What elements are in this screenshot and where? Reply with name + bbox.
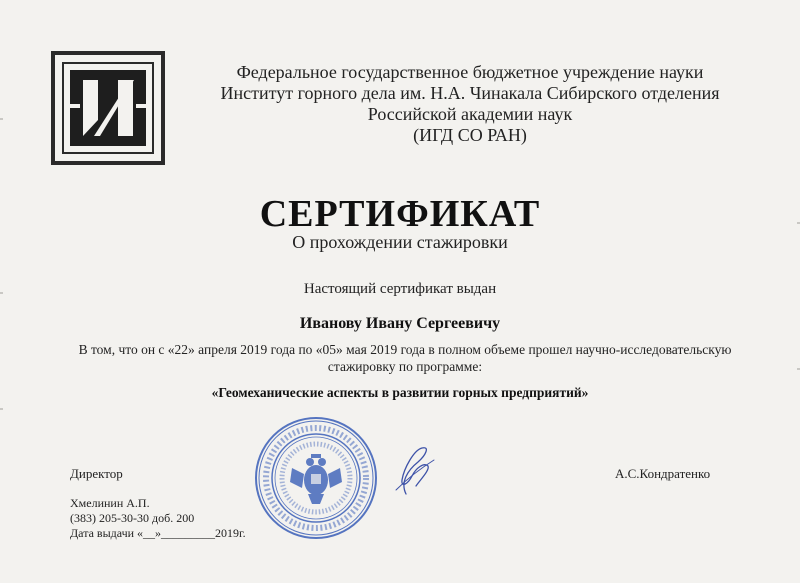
certificate-body (60, 341, 750, 375)
body-line: В том, что он с «22» апреля 2019 года по «05» мая 2019 года в полном объеме прошел научно-исследовательскую (78, 342, 732, 357)
director-name: А.С.Кондратенко (615, 466, 711, 481)
issued-to-label: Настоящий сертификат выдан (303, 281, 497, 297)
official-seal-icon (252, 414, 380, 542)
director-label: Директор (70, 466, 123, 481)
organization-line: Российской академии наук (367, 104, 573, 124)
organization-abbr: (ИГД СО РАН) (413, 125, 527, 145)
scan-mark (0, 408, 3, 410)
recipient-name: Иванову Ивану Сергеевичу (299, 315, 501, 332)
organization-line: Федеральное государственное бюджетное учреждение науки (236, 62, 704, 82)
institute-logo-icon (50, 50, 166, 166)
issue-date: Дата выдачи «__»_________2019г. (70, 526, 246, 540)
contact-phone: (383) 205-30-30 доб. 200 (70, 511, 195, 525)
contact-block (70, 496, 246, 541)
body-line: стажировку по программе: (327, 359, 483, 374)
organization-header (170, 62, 770, 146)
certificate-subtitle: О прохождении стажировки (292, 232, 508, 252)
contact-person: Хмелинин А.П. (70, 496, 150, 510)
certificate-title: СЕРТИФИКАТ (259, 193, 541, 235)
signature-icon (378, 440, 438, 496)
organization-line: Институт горного дела им. Н.А. Чинакала Сибирского отделения (220, 83, 720, 103)
program-title: «Геомеханические аспекты в развитии горных предприятий» (211, 385, 589, 400)
scan-mark (0, 118, 3, 120)
